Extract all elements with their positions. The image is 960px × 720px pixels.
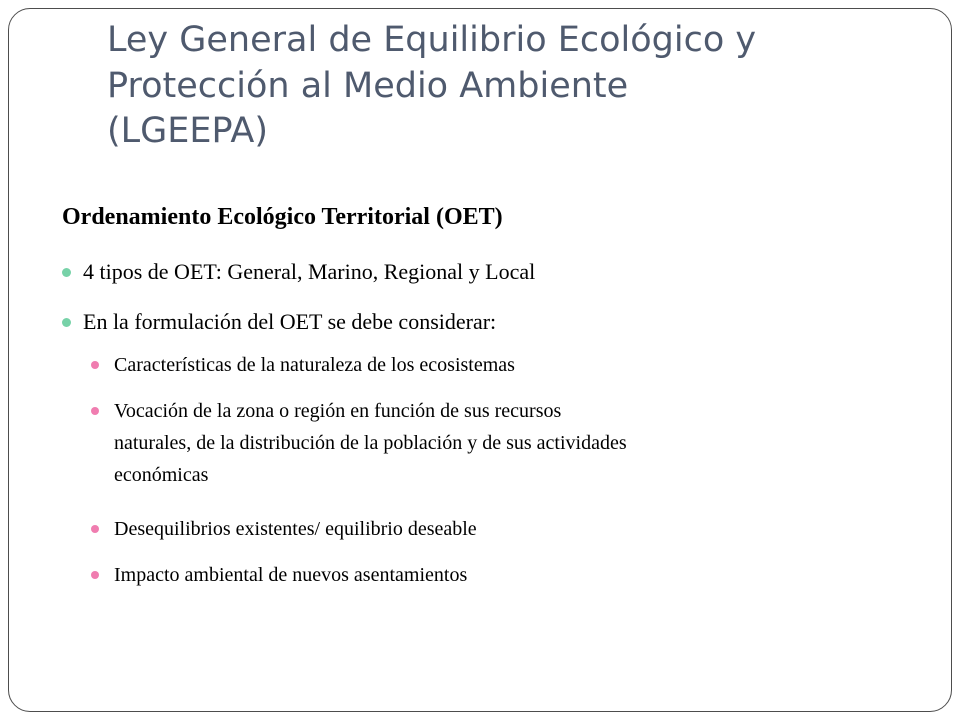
title-line-2: Protección al Medio Ambiente <box>107 65 629 106</box>
bullet-dot-icon <box>62 268 71 277</box>
sub-bullet-dot-icon <box>91 361 99 369</box>
bullet-text: En la formulación del OET se debe considerar: <box>83 309 497 334</box>
sub-bullet-line: económicas <box>114 464 209 486</box>
sub-bullet-line: Desequilibrios existentes/ equilibrio deseable <box>114 518 477 540</box>
slide-title <box>107 18 907 155</box>
sub-bullet-dot-icon <box>91 571 99 579</box>
bullet-dot-icon <box>62 318 71 327</box>
sub-bullet-dot-icon <box>91 525 99 533</box>
sub-bullet-line: naturales, de la distribución de la población y de sus actividades <box>114 432 627 454</box>
sub-bullet-text <box>114 349 854 381</box>
sub-bullet-line: Impacto ambiental de nuevos asentamientos <box>114 564 468 586</box>
sub-bullet-line: Características de la naturaleza de los ecosistemas <box>114 354 515 376</box>
section-heading: Ordenamiento Ecológico Territorial (OET) <box>62 204 503 230</box>
title-line-3: (LGEEPA) <box>107 111 268 151</box>
sub-bullet-dot-icon <box>91 407 99 415</box>
sub-bullet-text <box>114 559 854 591</box>
title-line-1: Ley General de Equilibrio Ecológico y <box>107 20 757 60</box>
bullet-text: 4 tipos de OET: General, Marino, Regional y Local <box>83 259 536 284</box>
sub-bullet-text <box>114 513 854 545</box>
sub-bullet-line: Vocación de la zona o región en función de sus recursos <box>114 400 562 422</box>
sub-bullet-text <box>114 395 854 491</box>
